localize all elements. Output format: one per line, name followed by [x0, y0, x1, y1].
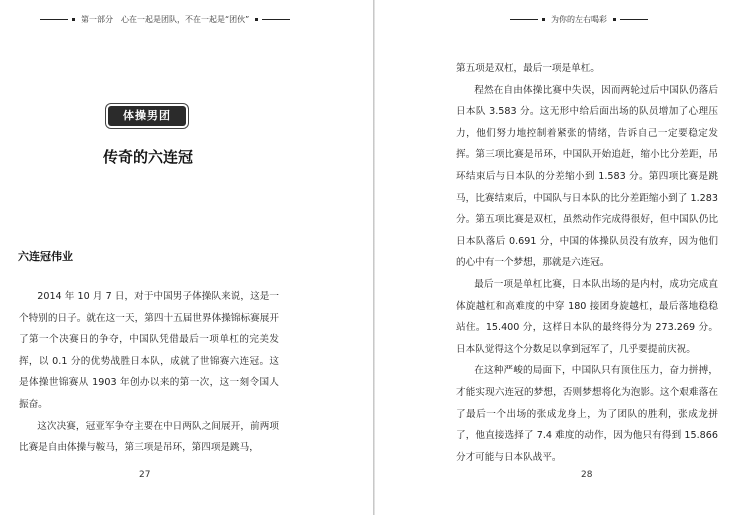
left-page [0, 0, 372, 515]
header-rule [40, 19, 68, 20]
left-page-number: 27 [139, 470, 151, 480]
header-bullet [72, 18, 75, 21]
left-header-text: 第一部分 心在一起是团队，不在一起是“团伙” [81, 15, 250, 24]
right-body-text [456, 58, 718, 468]
chapter-title: 传奇的六连冠 [102, 148, 193, 166]
right-page [378, 0, 750, 515]
paragraph: 第五项是双杠，最后一项是单杠。 [456, 63, 600, 74]
section-badge: 体操男团 [108, 106, 186, 126]
left-body-text [19, 286, 279, 459]
right-page-number: 28 [581, 470, 593, 480]
paragraph: 在这种严峻的局面下，中国队只有顶住压力，奋力拼搏，才能实现六连冠的梦想，否则梦想将化为泡影。这个艰难落在了最后一个出场的张成龙身上，为了团队的胜利，张成龙拼了，他直接选择了 7.4 难度的动作，因为他只有得到 15.866 分才可能与日本队战平。 [456, 365, 718, 463]
header-bullet [542, 18, 545, 21]
header-rule [262, 19, 290, 20]
paragraph: 2014 年 10 月 7 日，对于中国男子体操队来说，这是一个特别的日子。就在这一天，第四十五届世界体操锦标赛展开了第一个决赛日的争夺，中国队凭借最后一项单杠的完美发挥，以 0.1 分的优势战胜日本队，成就了世锦赛六连冠。这是体操世锦赛从 1903 年创办以来的第一次，这一刻令国人振奋。 [19, 291, 279, 410]
header-rule [510, 19, 538, 20]
header-bullet [255, 18, 258, 21]
section-heading: 六连冠伟业 [18, 250, 73, 263]
paragraph: 程然在自由体操比赛中失误，因而两轮过后中国队仍落后日本队 3.583 分。这无形中给后面出场的队员增加了心理压力，他们努力地控制着紧张的情绪，告诉自己一定要稳定发挥。第三项比赛是吊环，中国队开始追赶，缩小比分差距，吊环结束后与日本队的分差缩小到 1.583 分。第四项比赛是跳马，比赛结束后，中国队与日本队的比分差距缩小到了 1.283 分。第五项比赛是双杠，虽然动作完成得很好，但中国队仍比日本队落后 0.691 分，中国的体操队员没有放弃，因为他们的心中有一个梦想，那就是六连冠。 [456, 84, 718, 269]
header-bullet [613, 18, 616, 21]
header-rule [620, 19, 648, 20]
book-spine [373, 0, 375, 515]
right-running-header [510, 14, 648, 25]
paragraph: 最后一项是单杠比赛，日本队出场的是内村，成功完成直体旋越杠和高难度的中穿 180 接团身旋越杠，最后落地稳稳站住。15.400 分，这样日本队的最终得分为 273.269 分。日本队觉得这个分数足以拿到冠军了，几乎要提前庆祝。 [456, 278, 718, 355]
paragraph: 这次决赛，冠亚军争夺主要在中日两队之间展开，前两项比赛是自由体操与鞍马，第三项是吊环，第四项是跳马， [19, 420, 279, 454]
right-header-text: 为你的左右喝彩 [551, 15, 607, 24]
left-running-header [40, 14, 290, 25]
